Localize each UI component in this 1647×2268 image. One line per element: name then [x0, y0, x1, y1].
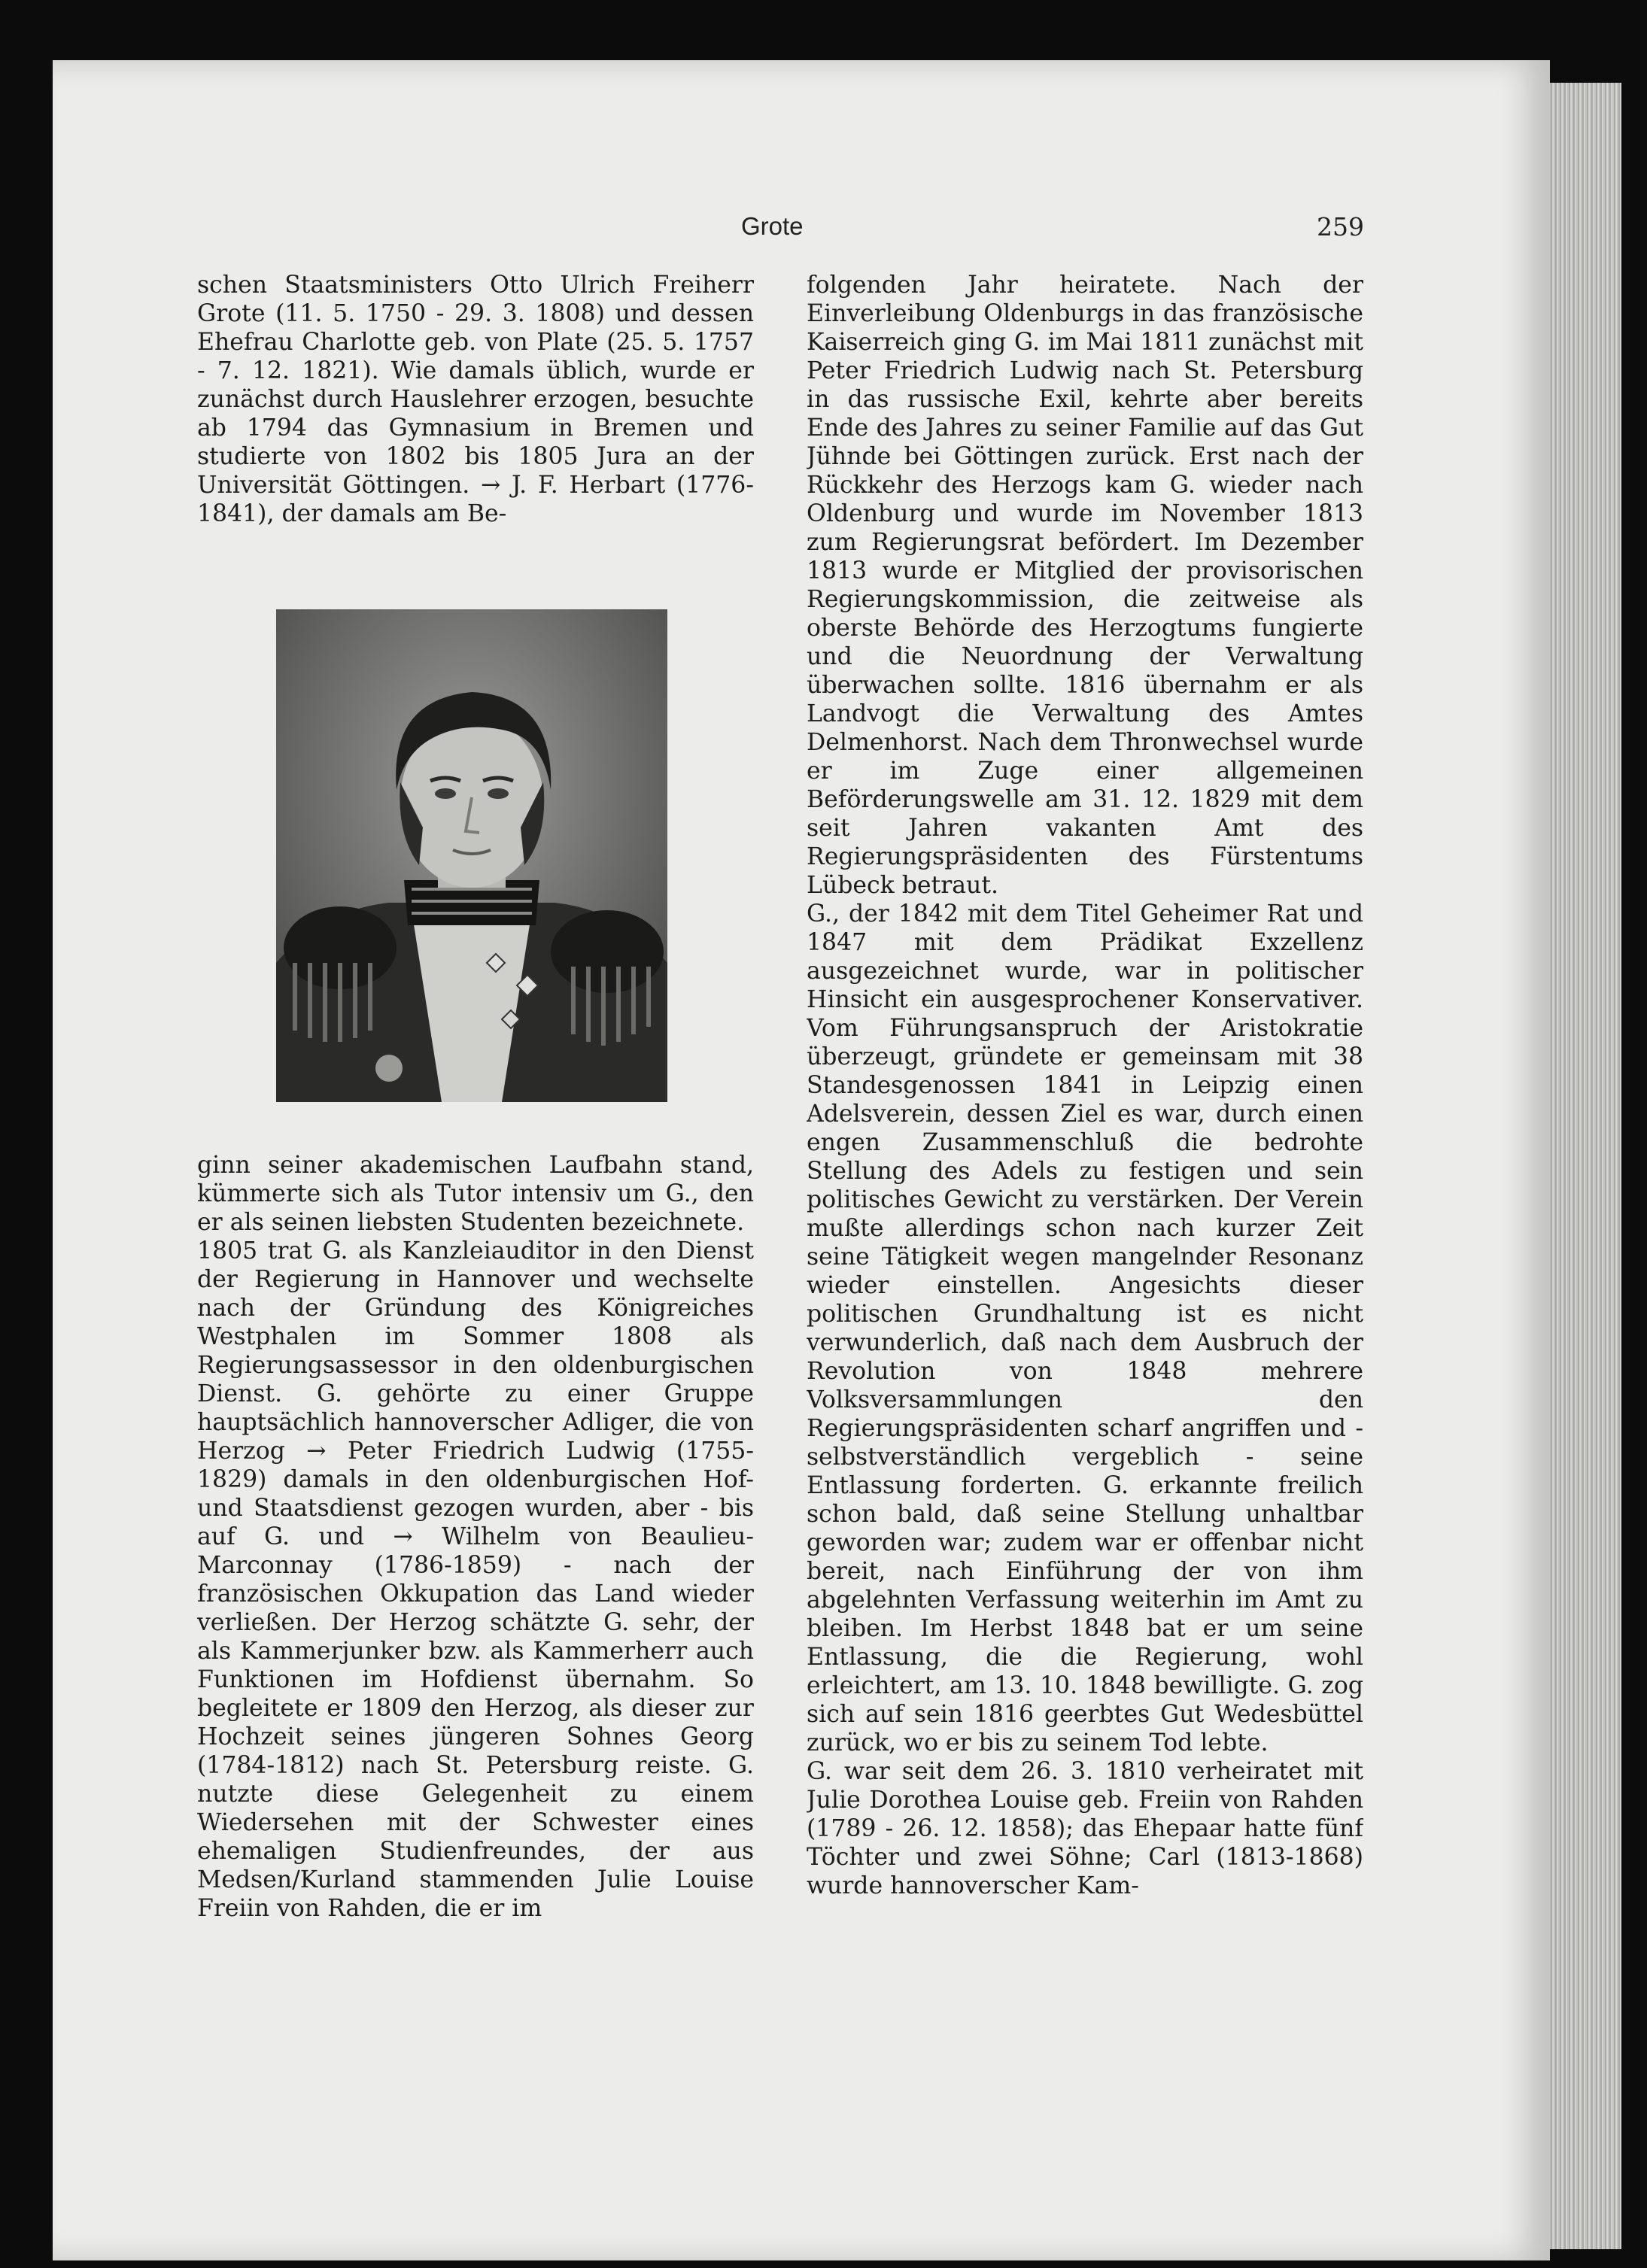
page-number: 259	[1317, 212, 1364, 241]
left-paragraph-intro: schen Staatsministers Otto Ulrich Freiherr Grote (11. 5. 1750 - 29. 3. 1808) und dessen Ehefrau Charlotte geb. von Plate (25. 5. 1757 - 7. 12. 1821). Wie damals üblich, wurde er zunächst durch Hauslehrer erzogen, besuchte ab 1794 das Gymnasium in Bremen und studierte von 1802 bis 1805 Jura an der Universität Göttingen. → J. F. Herbart (1776-1841), der damals am Be-	[197, 272, 754, 527]
right-paragraph-exile: folgenden Jahr heiratete. Nach der Einverleibung Oldenburgs in das französische Kaiserreich ging G. im Mai 1811 zunächst mit Peter Friedrich Ludwig nach St. Petersburg in das russische Exil, kehrte aber bereits Ende des Jahres zu seiner Familie auf das Gut Jühnde bei Göttingen zurück. Erst nach der Rückkehr des Herzogs kam G. wieder nach Oldenburg und wurde im November 1813 zum Regierungsrat befördert. Im Dezember 1813 wurde er Mitglied der provisorischen Regierungskommission, die zeitweise als oberste Behörde des Herzogtums fungierte und die Neuordnung der Verwaltung überwachen sollte. 1816 übernahm er als Landvogt die Verwaltung des Amtes Delmenhorst. Nach dem Thronwechsel wurde er im Zuge einer allgemeinen Beförderungswelle am 31. 12. 1829 mit dem seit Jahren vakanten Amt des Regierungspräsidenten des Fürstentums Lübeck betraut.	[807, 272, 1363, 899]
right-paragraph-politics: G., der 1842 mit dem Titel Geheimer Rat und 1847 mit dem Prädikat Exzellenz ausgezeichnet wurde, war in politischer Hinsicht ein ausgesprochener Konservativer. Vom Führungsanspruch der Aristokratie überzeugt, gründete er gemeinsam mit 38 Standesgenossen 1841 in Leipzig einen Adelsverein, dessen Ziel es war, durch einen engen Zusammenschluß die bedrohte Stellung des Adels zu festigen und sein politisches Gewicht zu verstärken. Der Verein mußte allerdings schon nach kurzer Zeit seine Tätigkeit wegen mangelnder Resonanz wieder einstellen. Angesichts dieser politischen Grundhaltung ist es nicht verwunderlich, daß nach dem Ausbruch der Revolution von 1848 mehrere Volksversammlungen den Regierungspräsidenten scharf angriffen und - selbstverständlich vergeblich - seine Entlassung forderten. G. erkannte freilich schon bald, daß seine Stellung unhaltbar geworden war; zudem war er offenbar nicht bereit, nach Einführung der von ihm abgelehnten Verfassung weiterhin im Amt zu bleiben. Im Herbst 1848 bat er um seine Entlassung, die die Regierung, wohl erleichtert, am 13. 10. 1848 bewilligte. G. zog sich auf sein 1816 geerbtes Gut Wedesbüttel zurück, wo er bis zu seinem Tod lebte.	[807, 900, 1363, 1756]
portrait-image	[276, 609, 667, 1102]
left-column-bottom	[197, 1151, 754, 2016]
running-title: Grote	[741, 212, 804, 240]
portrait-engraving	[276, 609, 667, 1102]
left-paragraph-herbart: ginn seiner akademischen Laufbahn stand, kümmerte sich als Tutor intensiv um G., den er als seinen liebsten Studenten bezeichnete.	[197, 1152, 754, 1236]
right-column	[807, 271, 1363, 2016]
left-column-top	[197, 271, 754, 557]
right-paragraph-family: G. war seit dem 26. 3. 1810 verheiratet mit Julie Dorothea Louise geb. Freiin von Rahden (1789 - 26. 12. 1858); das Ehepaar hatte fünf Töchter und zwei Söhne; Carl (1813-1868) wurde hannoverscher Kam-	[807, 1758, 1363, 1899]
left-paragraph-career: 1805 trat G. als Kanzleiauditor in den Dienst der Regierung in Hannover und wechselte nach der Gründung des Königreiches Westphalen im Sommer 1808 als Regierungsassessor in den oldenburgischen Dienst. G. gehörte zu einer Gruppe hauptsächlich hannoverscher Adliger, die von Herzog → Peter Friedrich Ludwig (1755-1829) damals in den oldenburgischen Hof- und Staatsdienst gezogen wurden, aber - bis auf G. und → Wilhelm von Beaulieu-Marconnay (1786-1859) - nach der französischen Okkupation das Land wieder verließen. Der Herzog schätzte G. sehr, der als Kammerjunker bzw. als Kammerherr auch Funktionen im Hofdienst übernahm. So begleitete er 1809 den Herzog, als dieser zur Hochzeit seines jüngeren Sohnes Georg (1784-1812) nach St. Petersburg reiste. G. nutzte diese Gelegenheit zu einem Wiedersehen mit der Schwester eines ehemaligen Studienfreundes, der aus Medsen/Kurland stammenden Julie Louise Freiin von Rahden, die er im	[197, 1237, 754, 1922]
page-stack-edge	[1550, 83, 1621, 2249]
